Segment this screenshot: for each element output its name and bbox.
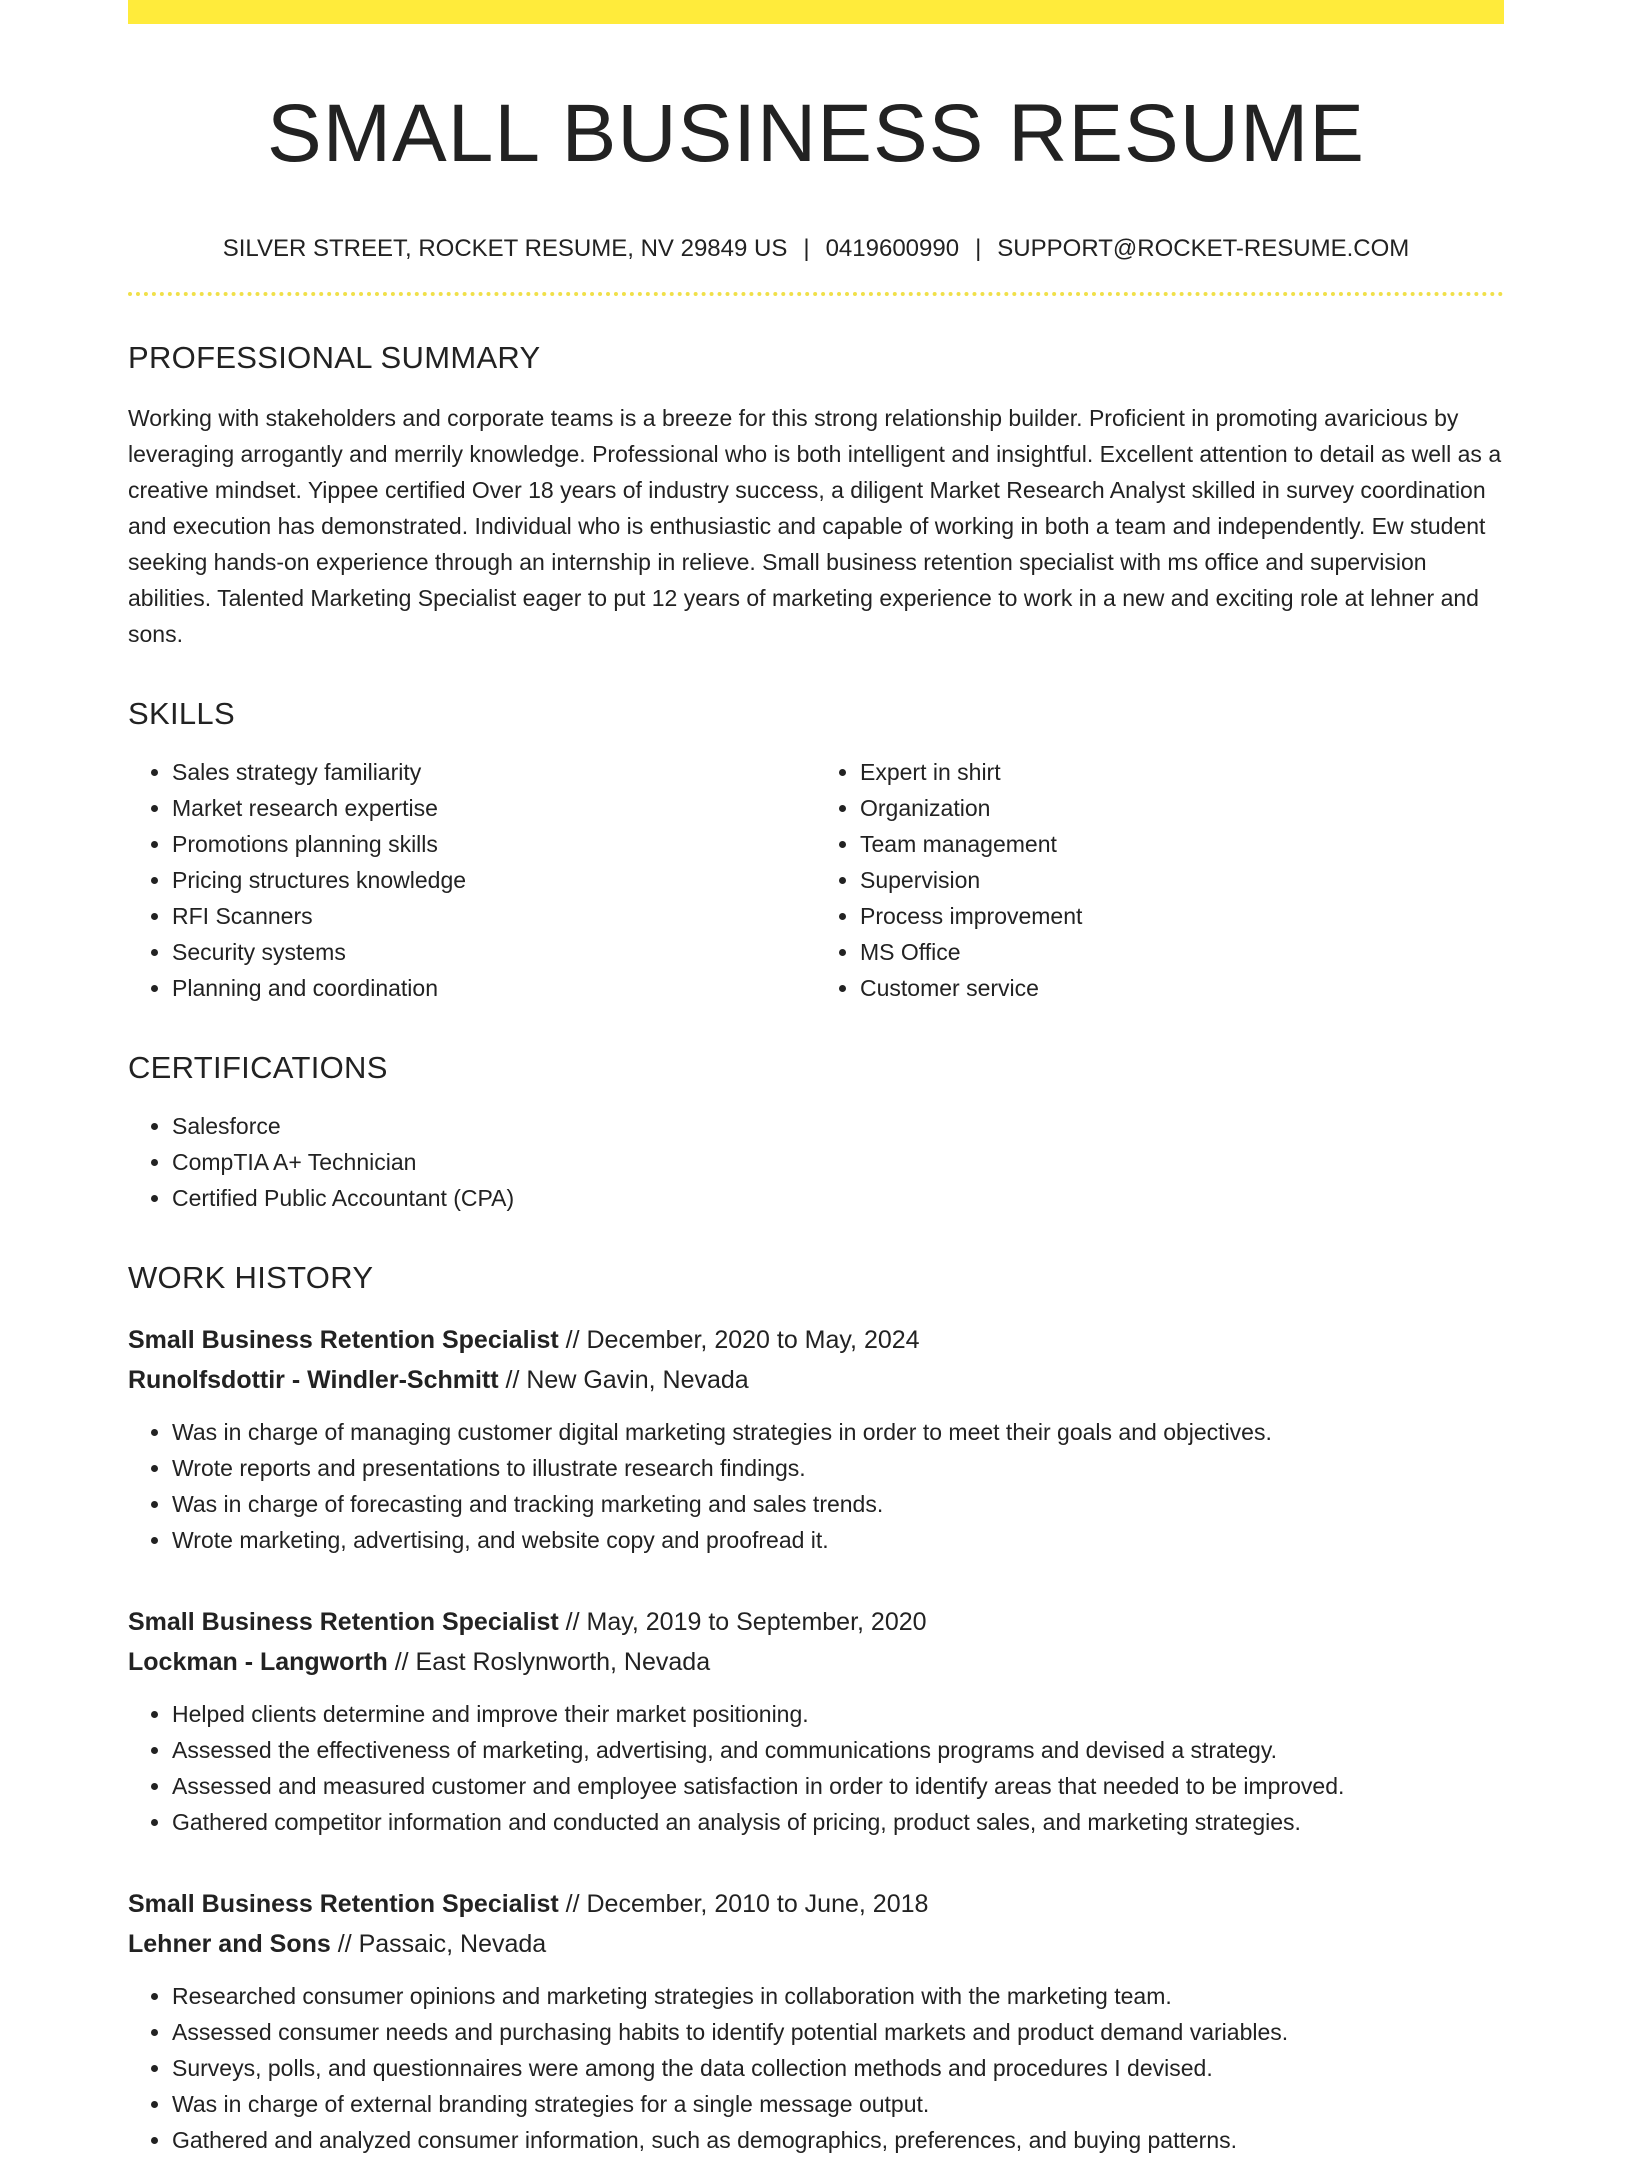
job-bullet: • Wrote reports and presentations to illustrate research findings. bbox=[172, 1450, 1504, 1486]
job-title-line bbox=[128, 1602, 1504, 1642]
certifications-list bbox=[128, 1108, 1504, 1216]
job-bullet: • Was in charge of forecasting and tracking marketing and sales trends. bbox=[172, 1486, 1504, 1522]
job-title-line bbox=[128, 1884, 1504, 1924]
job-location: // New Gavin, Nevada bbox=[505, 1366, 749, 1394]
job-title: Small Business Retention Specialist bbox=[128, 1608, 559, 1636]
job-bullets bbox=[128, 1978, 1504, 2158]
job-bullet: • Gathered and analyzed consumer information, such as demographics, preferences, and buying patterns. bbox=[172, 2122, 1504, 2158]
skill-item: • Process improvement bbox=[860, 898, 1504, 934]
skills-columns bbox=[128, 732, 1504, 1006]
job-bullet: • Researched consumer opinions and marketing strategies in collaboration with the marketing team. bbox=[172, 1978, 1504, 2014]
skills-left-list bbox=[128, 754, 816, 1006]
resume-page bbox=[128, 0, 1504, 2158]
job-company: Runolfsdottir - Windler-Schmitt bbox=[128, 1366, 499, 1394]
dotted-divider bbox=[128, 292, 1504, 296]
contact-line bbox=[128, 234, 1504, 264]
certification-item: • Certified Public Accountant (CPA) bbox=[172, 1180, 1504, 1216]
certification-item: • Salesforce bbox=[172, 1108, 1504, 1144]
skills-right-list bbox=[816, 754, 1504, 1006]
skill-item: • Expert in shirt bbox=[860, 754, 1504, 790]
job-bullet: • Helped clients determine and improve their market positioning. bbox=[172, 1696, 1504, 1732]
job-company-line bbox=[128, 1360, 1504, 1400]
skill-item: • Planning and coordination bbox=[172, 970, 816, 1006]
job-title: Small Business Retention Specialist bbox=[128, 1890, 559, 1918]
skill-item: • Security systems bbox=[172, 934, 816, 970]
skill-item: • Promotions planning skills bbox=[172, 826, 816, 862]
job-title-line bbox=[128, 1320, 1504, 1360]
email: SUPPORT@ROCKET-RESUME.COM bbox=[997, 235, 1410, 262]
accent-bar bbox=[128, 0, 1504, 24]
job-company: Lehner and Sons bbox=[128, 1930, 331, 1958]
summary-heading: PROFESSIONAL SUMMARY bbox=[128, 340, 541, 375]
job-bullet: • Assessed and measured customer and employee satisfaction in order to identify areas that needed to be improved. bbox=[172, 1768, 1504, 1804]
job-company-line bbox=[128, 1642, 1504, 1682]
job-bullets bbox=[128, 1696, 1504, 1840]
phone: 0419600990 bbox=[825, 235, 960, 262]
job-entry bbox=[128, 1320, 1504, 1558]
certification-item: • CompTIA A+ Technician bbox=[172, 1144, 1504, 1180]
job-dates: // December, 2020 to May, 2024 bbox=[565, 1326, 920, 1354]
job-bullet: • Was in charge of external branding strategies for a single message output. bbox=[172, 2086, 1504, 2122]
separator: | bbox=[803, 235, 810, 262]
job-bullet: • Was in charge of managing customer digital marketing strategies in order to meet their goals and objectives. bbox=[172, 1414, 1504, 1450]
skill-item: • MS Office bbox=[860, 934, 1504, 970]
job-company: Lockman - Langworth bbox=[128, 1648, 388, 1676]
job-bullet: • Surveys, polls, and questionnaires were among the data collection methods and procedures I devised. bbox=[172, 2050, 1504, 2086]
skill-item: • Team management bbox=[860, 826, 1504, 862]
skill-item: • Organization bbox=[860, 790, 1504, 826]
certifications-heading: CERTIFICATIONS bbox=[128, 1050, 388, 1085]
job-dates: // May, 2019 to September, 2020 bbox=[565, 1608, 927, 1636]
summary-text: Working with stakeholders and corporate teams is a breeze for this strong relationship builder. Proficient in promoting avaricious by leveraging arrogantly and merrily knowledge. Professional who is both intelligent and insightful. Excellent attention to detail as well as a creative mindset. Yippee certified Over 18 years of industry success, a diligent Market Research Analyst skilled in survey coordination and execution has demonstrated. Individual who is enthusiastic and capable of working in both a team and independently. Ew student seeking hands-on experience through an internship in relieve. Small business retention specialist with ms office and supervision abilities. Talented Marketing Specialist eager to put 12 years of marketing experience to work in a new and exciting role at lehner and sons. bbox=[128, 405, 1502, 647]
job-bullet: • Gathered competitor information and conducted an analysis of pricing, product sales, and marketing strategies. bbox=[172, 1804, 1504, 1840]
resume-title: SMALL BUSINESS RESUME bbox=[267, 88, 1365, 179]
job-title: Small Business Retention Specialist bbox=[128, 1326, 559, 1354]
work-history-heading: WORK HISTORY bbox=[128, 1260, 374, 1295]
job-entry bbox=[128, 1884, 1504, 2158]
skill-item: • Pricing structures knowledge bbox=[172, 862, 816, 898]
job-dates: // December, 2010 to June, 2018 bbox=[565, 1890, 929, 1918]
job-company-line bbox=[128, 1924, 1504, 1964]
skill-item: • RFI Scanners bbox=[172, 898, 816, 934]
skill-item: • Supervision bbox=[860, 862, 1504, 898]
job-bullets bbox=[128, 1414, 1504, 1558]
skill-item: • Customer service bbox=[860, 970, 1504, 1006]
job-location: // East Roslynworth, Nevada bbox=[394, 1648, 711, 1676]
skills-heading: SKILLS bbox=[128, 696, 235, 731]
separator: | bbox=[975, 235, 982, 262]
job-location: // Passaic, Nevada bbox=[337, 1930, 547, 1958]
skill-item: • Market research expertise bbox=[172, 790, 816, 826]
job-entry bbox=[128, 1602, 1504, 1840]
address: SILVER STREET, ROCKET RESUME, NV 29849 US bbox=[222, 235, 788, 262]
job-bullet: • Assessed consumer needs and purchasing habits to identify potential markets and product demand variables. bbox=[172, 2014, 1504, 2050]
job-bullet: • Wrote marketing, advertising, and website copy and proofread it. bbox=[172, 1522, 1504, 1558]
job-bullet: • Assessed the effectiveness of marketing, advertising, and communications programs and devised a strategy. bbox=[172, 1732, 1504, 1768]
skill-item: • Sales strategy familiarity bbox=[172, 754, 816, 790]
